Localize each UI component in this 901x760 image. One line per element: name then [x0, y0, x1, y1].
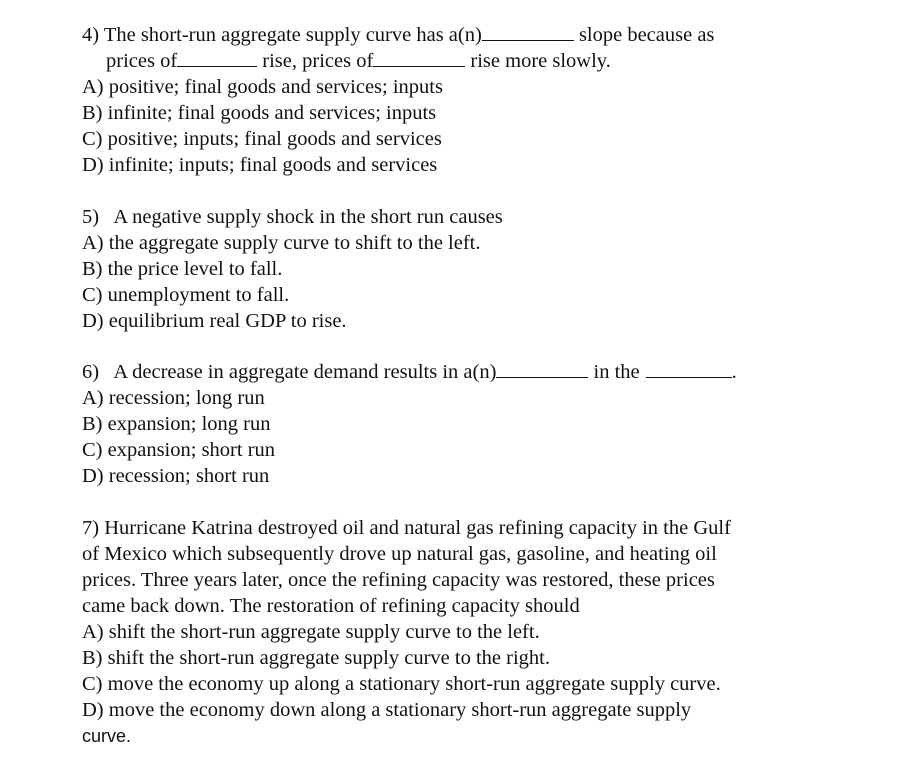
question-4-option-a: A) positive; final goods and services; inputs — [82, 76, 443, 98]
fill-blank — [482, 39, 574, 41]
question-6-option-d: D) recession; short run — [82, 465, 270, 487]
question-4-text: 4) The short-run aggregate supply curve has a(n) — [82, 24, 482, 46]
question-4-option-d: D) infinite; inputs; final goods and services — [82, 154, 438, 176]
question-7-option-c: C) move the economy up along a stationary short-run aggregate supply curve. — [82, 673, 721, 695]
question-4-text: rise, prices of — [257, 50, 374, 72]
question-5-option-a: A) the aggregate supply curve to shift to the left. — [82, 232, 481, 254]
question-7-option-d: D) move the economy down along a stationary short-run aggregate supply — [82, 699, 692, 721]
question-7-stem-line3: prices. Three years later, once the refining capacity was restored, these prices — [82, 569, 715, 591]
question-4-text: prices of — [106, 50, 178, 72]
question-6-text: . — [731, 361, 737, 383]
question-4-option-c: C) positive; inputs; final goods and services — [82, 128, 442, 150]
question-4-stem-line2 — [106, 49, 611, 73]
question-5-option-d: D) equilibrium real GDP to rise. — [82, 310, 347, 332]
question-7-option-a: A) shift the short-run aggregate supply curve to the left. — [82, 621, 540, 643]
question-6-option-b: B) expansion; long run — [82, 413, 271, 435]
question-6-text: in the — [588, 361, 640, 383]
question-7-option-d-continued: curve. — [82, 726, 132, 746]
fill-blank — [646, 376, 732, 378]
question-4-stem-line1 — [82, 23, 714, 47]
question-5-option-b: B) the price level to fall. — [82, 258, 283, 280]
question-6-text: 6) A decrease in aggregate demand results in a(n) — [82, 361, 497, 383]
question-6-option-a: A) recession; long run — [82, 387, 265, 409]
question-4-text: rise more slowly. — [465, 50, 611, 72]
question-7-option-b: B) shift the short-run aggregate supply curve to the right. — [82, 647, 550, 669]
question-4-option-b: B) infinite; final goods and services; inputs — [82, 102, 437, 124]
question-6-option-c: C) expansion; short run — [82, 439, 276, 461]
question-7-stem-line1: 7) Hurricane Katrina destroyed oil and natural gas refining capacity in the Gulf — [82, 517, 731, 539]
fill-blank — [373, 65, 465, 67]
question-7-stem-line4: came back down. The restoration of refining capacity should — [82, 595, 580, 617]
question-5-stem: 5) A negative supply shock in the short run causes — [82, 206, 503, 228]
fill-blank — [177, 65, 257, 67]
fill-blank — [496, 376, 588, 378]
question-6-stem — [82, 360, 737, 384]
question-7-stem-line2: of Mexico which subsequently drove up natural gas, gasoline, and heating oil — [82, 543, 717, 565]
question-4-text: slope because as — [573, 24, 715, 46]
question-5-option-c: C) unemployment to fall. — [82, 284, 290, 306]
